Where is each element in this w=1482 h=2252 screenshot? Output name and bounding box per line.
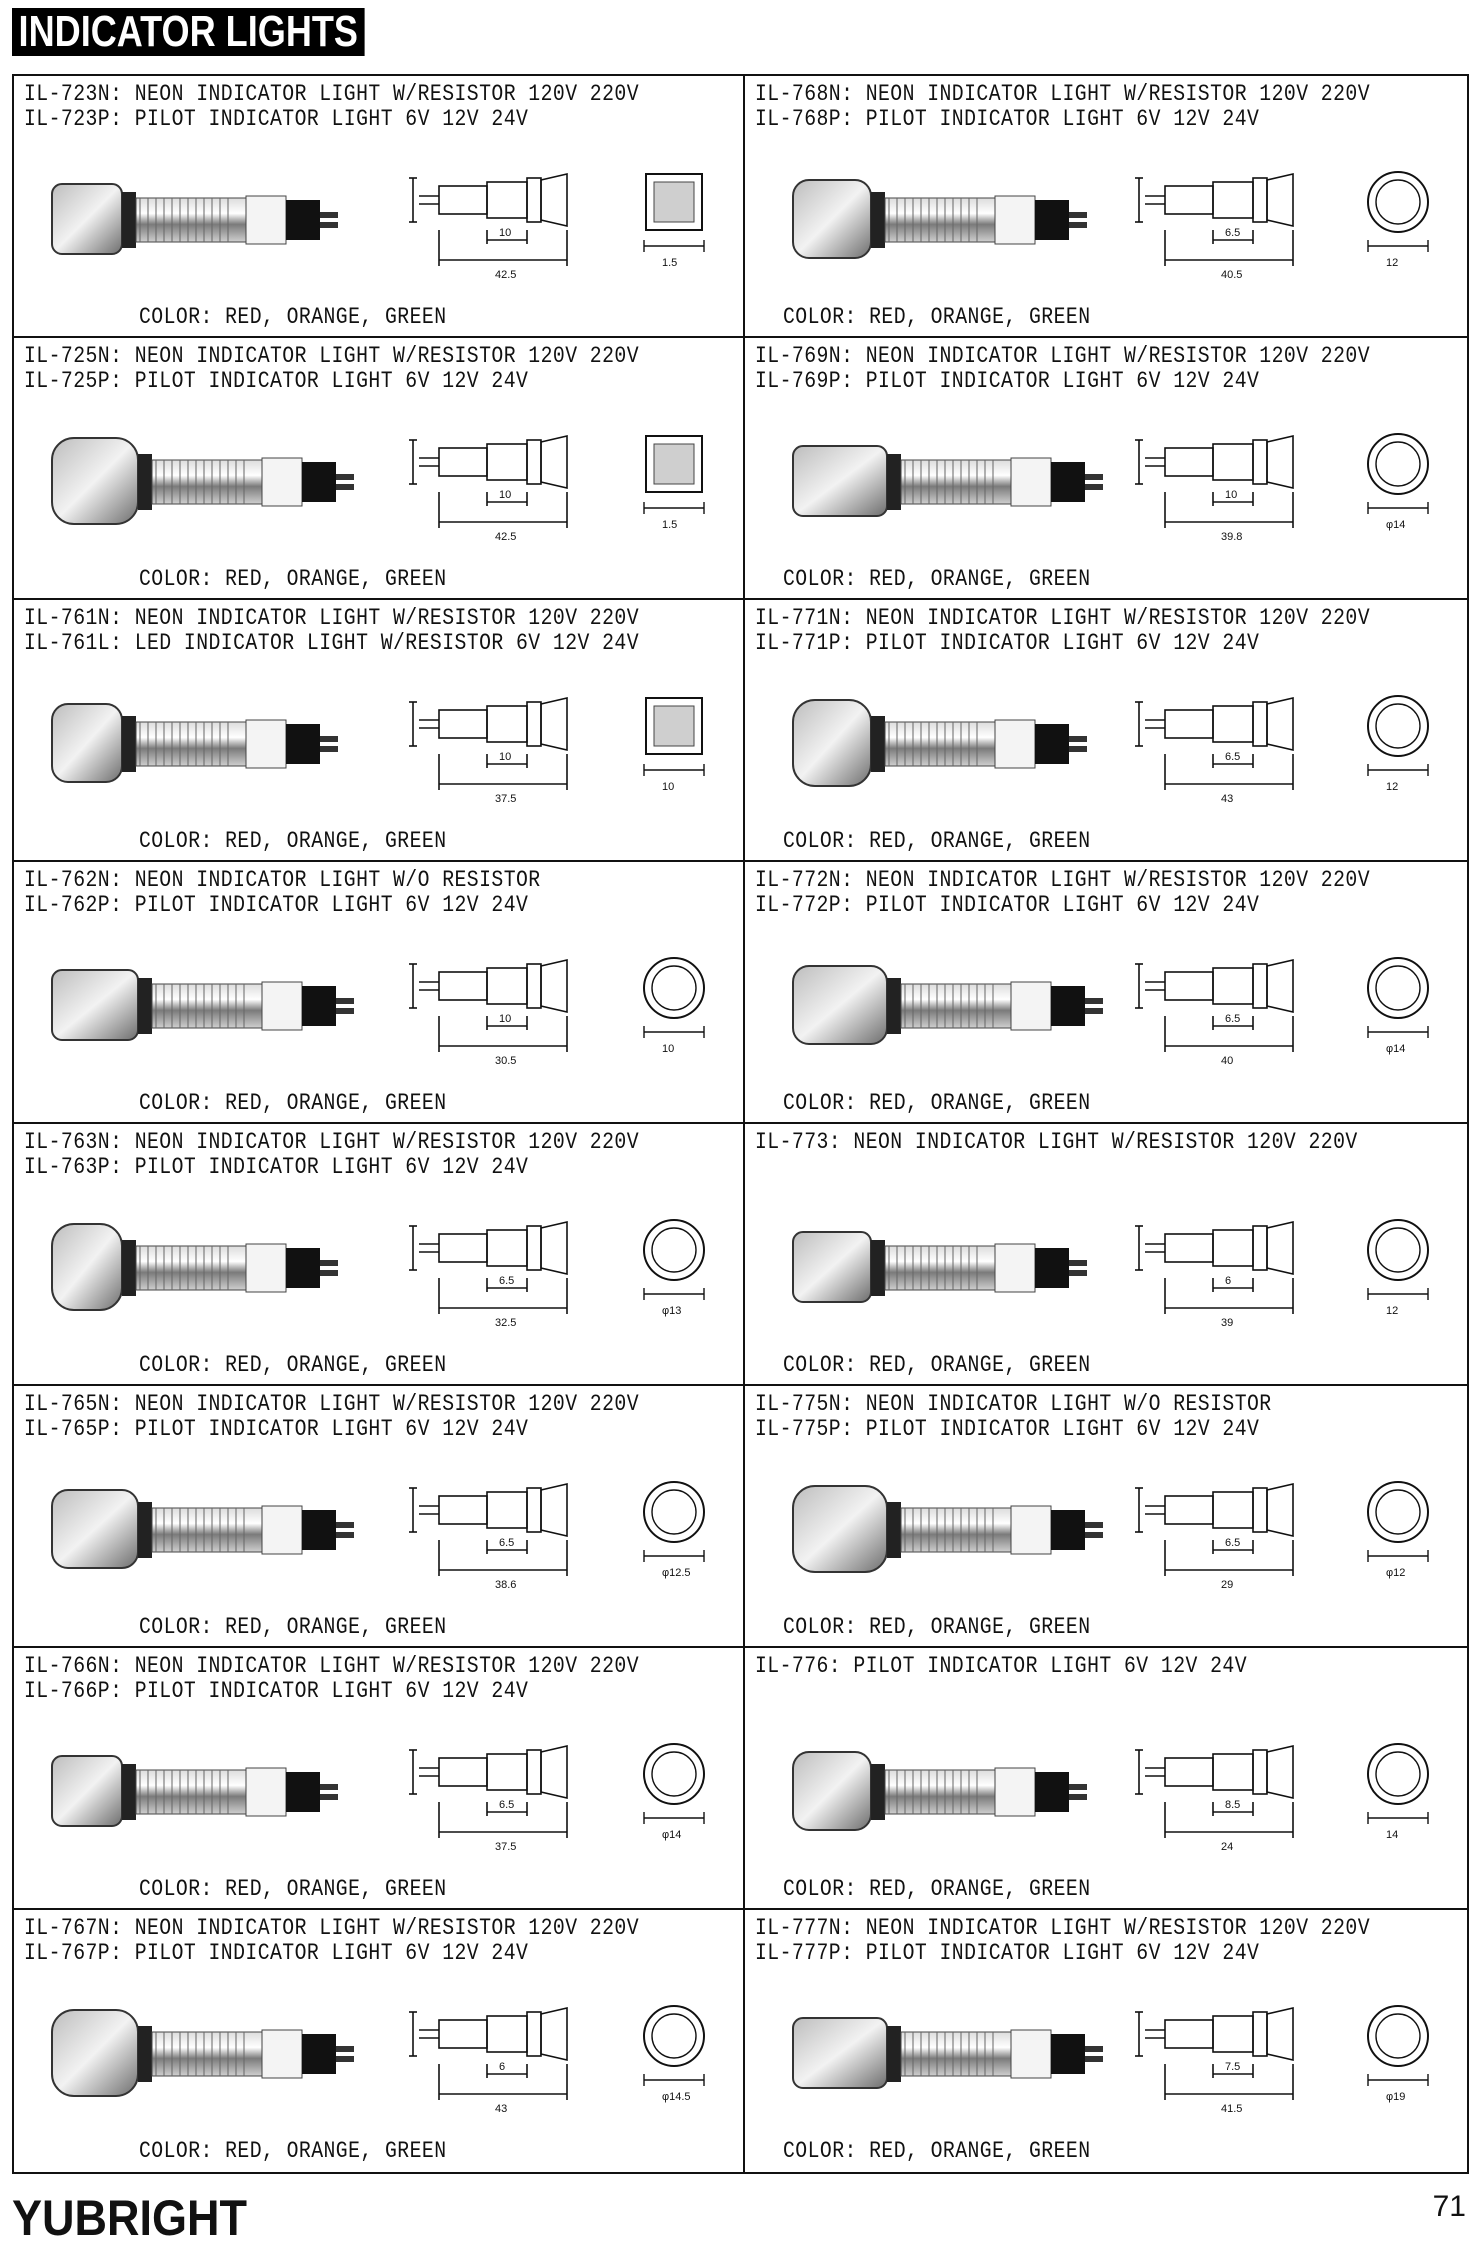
- end-view-drawing: [626, 1988, 726, 2108]
- side-dimension-wrapper: [1125, 138, 1335, 288]
- svg-text:1.5: 1.5: [662, 519, 678, 531]
- side-dimension-wrapper: [1125, 1186, 1335, 1336]
- end-view-drawing: [626, 678, 726, 798]
- color-options: COLOR: RED, ORANGE, GREEN: [139, 1876, 447, 1902]
- product-cell: [745, 862, 1467, 1124]
- end-view-wrapper: [626, 154, 726, 274]
- product-photo-wrapper: [785, 1202, 1105, 1332]
- model-line-1: IL-775N: NEON INDICATOR LIGHT W/O RESISTOR: [755, 1391, 1272, 1417]
- svg-text:14: 14: [1386, 1829, 1399, 1841]
- end-view-drawing: [626, 416, 726, 536]
- product-cell: [745, 1910, 1467, 2172]
- end-view-wrapper: [626, 940, 726, 1060]
- dimension-drawing: [399, 1710, 609, 1860]
- model-line-2: IL-761L: LED INDICATOR LIGHT W/RESISTOR 6V 12V 24V: [24, 630, 640, 656]
- end-view-wrapper: [626, 1726, 726, 1846]
- model-line-1: IL-777N: NEON INDICATOR LIGHT W/RESISTOR 120V 220V: [755, 1915, 1371, 1941]
- svg-text:φ12: φ12: [1386, 1567, 1406, 1579]
- side-dimension-wrapper: [1125, 1710, 1335, 1860]
- svg-text:φ14: φ14: [1386, 519, 1406, 531]
- end-view-drawing: [1350, 1464, 1450, 1584]
- product-photo-wrapper: [44, 154, 364, 284]
- dimension-drawing: [1125, 1448, 1335, 1598]
- product-photo: [785, 1202, 1105, 1332]
- model-line-2: IL-723P: PILOT INDICATOR LIGHT 6V 12V 24V: [24, 106, 529, 132]
- model-line-2: IL-763P: PILOT INDICATOR LIGHT 6V 12V 24V: [24, 1154, 529, 1180]
- end-view-drawing: [1350, 154, 1450, 274]
- model-line-2: IL-765P: PILOT INDICATOR LIGHT 6V 12V 24V: [24, 1416, 529, 1442]
- model-line-1: IL-725N: NEON INDICATOR LIGHT W/RESISTOR 120V 220V: [24, 343, 640, 369]
- model-line-1: IL-769N: NEON INDICATOR LIGHT W/RESISTOR 120V 220V: [755, 343, 1371, 369]
- svg-text:39.8: 39.8: [1221, 531, 1243, 543]
- side-dimension-wrapper: [399, 924, 609, 1074]
- product-photo: [44, 678, 364, 808]
- model-line-1: IL-767N: NEON INDICATOR LIGHT W/RESISTOR 120V 220V: [24, 1915, 640, 1941]
- svg-text:41.5: 41.5: [1221, 2103, 1243, 2115]
- svg-text:φ19: φ19: [1386, 2091, 1406, 2103]
- product-photo: [785, 1464, 1105, 1594]
- product-photo: [44, 154, 364, 284]
- end-view-drawing: [1350, 1726, 1450, 1846]
- end-view-drawing: [1350, 416, 1450, 536]
- svg-text:43: 43: [495, 2103, 508, 2115]
- product-photo-wrapper: [44, 1202, 364, 1332]
- model-line-2: IL-772P: PILOT INDICATOR LIGHT 6V 12V 24V: [755, 892, 1260, 918]
- dimension-drawing: [1125, 400, 1335, 550]
- svg-text:10: 10: [1225, 489, 1238, 501]
- side-dimension-wrapper: [399, 1710, 609, 1860]
- svg-text:φ12.5: φ12.5: [662, 1567, 691, 1579]
- svg-text:7.5: 7.5: [1225, 2061, 1241, 2073]
- svg-text:37.5: 37.5: [495, 1841, 517, 1853]
- product-photo: [785, 416, 1105, 546]
- end-view-wrapper: [626, 416, 726, 536]
- model-line-1: IL-766N: NEON INDICATOR LIGHT W/RESISTOR 120V 220V: [24, 1653, 640, 1679]
- end-view-wrapper: [1350, 1464, 1450, 1584]
- svg-text:32.5: 32.5: [495, 1317, 517, 1329]
- product-cell: [14, 862, 745, 1124]
- side-dimension-wrapper: [1125, 1448, 1335, 1598]
- svg-text:10: 10: [662, 1043, 675, 1055]
- product-photo-wrapper: [785, 1726, 1105, 1856]
- page-number: 71: [1432, 2190, 1466, 2223]
- svg-text:10: 10: [499, 227, 512, 239]
- svg-text:6.5: 6.5: [499, 1799, 515, 1811]
- svg-text:10: 10: [662, 781, 675, 793]
- model-line-1: IL-776: PILOT INDICATOR LIGHT 6V 12V 24V: [755, 1653, 1248, 1679]
- color-options: COLOR: RED, ORANGE, GREEN: [139, 1614, 447, 1640]
- color-options: COLOR: RED, ORANGE, GREEN: [783, 1090, 1091, 1116]
- svg-text:30.5: 30.5: [495, 1055, 517, 1067]
- product-photo-wrapper: [44, 1988, 364, 2118]
- side-dimension-wrapper: [1125, 400, 1335, 550]
- product-cell: [14, 1648, 745, 1910]
- color-options: COLOR: RED, ORANGE, GREEN: [783, 1352, 1091, 1378]
- side-dimension-wrapper: [399, 400, 609, 550]
- end-view-drawing: [626, 154, 726, 274]
- product-photo: [785, 1988, 1105, 2118]
- color-options: COLOR: RED, ORANGE, GREEN: [783, 1876, 1091, 1902]
- end-view-wrapper: [1350, 940, 1450, 1060]
- product-cell: [14, 76, 745, 338]
- model-line-1: IL-761N: NEON INDICATOR LIGHT W/RESISTOR 120V 220V: [24, 605, 640, 631]
- product-photo: [44, 940, 364, 1070]
- svg-text:φ14: φ14: [1386, 1043, 1406, 1055]
- model-line-2: IL-771P: PILOT INDICATOR LIGHT 6V 12V 24V: [755, 630, 1260, 656]
- color-options: COLOR: RED, ORANGE, GREEN: [783, 566, 1091, 592]
- color-options: COLOR: RED, ORANGE, GREEN: [783, 304, 1091, 330]
- svg-text:10: 10: [499, 489, 512, 501]
- side-dimension-wrapper: [399, 662, 609, 812]
- svg-text:6.5: 6.5: [1225, 751, 1241, 763]
- svg-text:φ14: φ14: [662, 1829, 682, 1841]
- model-line-1: IL-772N: NEON INDICATOR LIGHT W/RESISTOR 120V 220V: [755, 867, 1371, 893]
- product-photo-wrapper: [44, 416, 364, 546]
- svg-text:40: 40: [1221, 1055, 1234, 1067]
- model-line-2: IL-725P: PILOT INDICATOR LIGHT 6V 12V 24V: [24, 368, 529, 394]
- product-photo: [785, 1726, 1105, 1856]
- end-view-drawing: [1350, 940, 1450, 1060]
- brand-logo: YUBRIGHT: [12, 2190, 247, 2246]
- model-line-1: IL-762N: NEON INDICATOR LIGHT W/O RESISTOR: [24, 867, 541, 893]
- product-photo-wrapper: [785, 1988, 1105, 2118]
- color-options: COLOR: RED, ORANGE, GREEN: [783, 2138, 1091, 2164]
- dimension-drawing: [399, 1972, 609, 2122]
- dimension-drawing: [399, 400, 609, 550]
- svg-text:6.5: 6.5: [1225, 1013, 1241, 1025]
- color-options: COLOR: RED, ORANGE, GREEN: [139, 566, 447, 592]
- side-dimension-wrapper: [399, 1972, 609, 2122]
- product-cell: [745, 76, 1467, 338]
- end-view-drawing: [1350, 1202, 1450, 1322]
- product-cell: [14, 600, 745, 862]
- end-view-wrapper: [626, 1202, 726, 1322]
- dimension-drawing: [1125, 1972, 1335, 2122]
- product-photo-wrapper: [44, 1464, 364, 1594]
- product-photo-wrapper: [785, 940, 1105, 1070]
- product-cell: [14, 338, 745, 600]
- color-options: COLOR: RED, ORANGE, GREEN: [139, 1090, 447, 1116]
- product-cell: [14, 1386, 745, 1648]
- product-cell: [745, 338, 1467, 600]
- svg-text:12: 12: [1386, 257, 1399, 269]
- product-cell: [745, 1648, 1467, 1910]
- side-dimension-wrapper: [1125, 924, 1335, 1074]
- end-view-wrapper: [1350, 416, 1450, 536]
- dimension-drawing: [1125, 1710, 1335, 1860]
- model-line-2: IL-777P: PILOT INDICATOR LIGHT 6V 12V 24V: [755, 1940, 1260, 1966]
- model-line-2: IL-775P: PILOT INDICATOR LIGHT 6V 12V 24V: [755, 1416, 1260, 1442]
- svg-text:24: 24: [1221, 1841, 1234, 1853]
- product-photo-wrapper: [785, 416, 1105, 546]
- svg-text:29: 29: [1221, 1579, 1234, 1591]
- side-dimension-wrapper: [1125, 1972, 1335, 2122]
- end-view-drawing: [626, 940, 726, 1060]
- dimension-drawing: [1125, 662, 1335, 812]
- end-view-drawing: [1350, 678, 1450, 798]
- model-line-1: IL-768N: NEON INDICATOR LIGHT W/RESISTOR 120V 220V: [755, 81, 1371, 107]
- svg-text:43: 43: [1221, 793, 1234, 805]
- model-line-1: IL-763N: NEON INDICATOR LIGHT W/RESISTOR 120V 220V: [24, 1129, 640, 1155]
- model-line-1: IL-723N: NEON INDICATOR LIGHT W/RESISTOR 120V 220V: [24, 81, 640, 107]
- page-title: INDICATOR LIGHTS: [12, 8, 365, 56]
- model-line-2: IL-769P: PILOT INDICATOR LIGHT 6V 12V 24V: [755, 368, 1260, 394]
- svg-text:8.5: 8.5: [1225, 1799, 1241, 1811]
- dimension-drawing: [1125, 924, 1335, 1074]
- model-line-2: IL-768P: PILOT INDICATOR LIGHT 6V 12V 24V: [755, 106, 1260, 132]
- dimension-drawing: [399, 662, 609, 812]
- side-dimension-wrapper: [399, 1448, 609, 1598]
- product-photo: [44, 1464, 364, 1594]
- product-photo-wrapper: [44, 940, 364, 1070]
- model-line-1: IL-765N: NEON INDICATOR LIGHT W/RESISTOR 120V 220V: [24, 1391, 640, 1417]
- product-photo-wrapper: [785, 1464, 1105, 1594]
- svg-text:39: 39: [1221, 1317, 1234, 1329]
- svg-text:φ14.5: φ14.5: [662, 2091, 691, 2103]
- end-view-drawing: [626, 1726, 726, 1846]
- end-view-wrapper: [1350, 1202, 1450, 1322]
- end-view-wrapper: [626, 1988, 726, 2108]
- product-cell: [14, 1124, 745, 1386]
- svg-text:12: 12: [1386, 781, 1399, 793]
- dimension-drawing: [399, 924, 609, 1074]
- end-view-wrapper: [626, 1464, 726, 1584]
- product-cell: [745, 1386, 1467, 1648]
- end-view-wrapper: [1350, 678, 1450, 798]
- product-cell: [745, 600, 1467, 862]
- product-photo: [44, 1726, 364, 1856]
- product-photo-wrapper: [44, 1726, 364, 1856]
- svg-text:1.5: 1.5: [662, 257, 678, 269]
- end-view-drawing: [626, 1202, 726, 1322]
- model-line-1: IL-773: NEON INDICATOR LIGHT W/RESISTOR 120V 220V: [755, 1129, 1358, 1155]
- dimension-drawing: [399, 1448, 609, 1598]
- model-line-2: IL-766P: PILOT INDICATOR LIGHT 6V 12V 24V: [24, 1678, 529, 1704]
- svg-text:38.6: 38.6: [495, 1579, 517, 1591]
- product-photo: [785, 678, 1105, 808]
- model-line-1: IL-771N: NEON INDICATOR LIGHT W/RESISTOR 120V 220V: [755, 605, 1371, 631]
- end-view-drawing: [626, 1464, 726, 1584]
- svg-text:6.5: 6.5: [499, 1275, 515, 1287]
- svg-text:6: 6: [1225, 1275, 1232, 1287]
- product-cell: [745, 1124, 1467, 1386]
- svg-text:6: 6: [499, 2061, 506, 2073]
- svg-text:40.5: 40.5: [1221, 269, 1243, 281]
- product-photo: [44, 416, 364, 546]
- dimension-drawing: [399, 138, 609, 288]
- side-dimension-wrapper: [399, 138, 609, 288]
- dimension-drawing: [1125, 138, 1335, 288]
- end-view-wrapper: [1350, 1726, 1450, 1846]
- side-dimension-wrapper: [399, 1186, 609, 1336]
- dimension-drawing: [1125, 1186, 1335, 1336]
- svg-text:φ13: φ13: [662, 1305, 682, 1317]
- svg-text:6.5: 6.5: [1225, 227, 1241, 239]
- svg-text:42.5: 42.5: [495, 269, 517, 281]
- svg-text:42.5: 42.5: [495, 531, 517, 543]
- product-photo: [785, 154, 1105, 284]
- model-line-2: IL-762P: PILOT INDICATOR LIGHT 6V 12V 24V: [24, 892, 529, 918]
- end-view-drawing: [1350, 1988, 1450, 2108]
- product-photo-wrapper: [785, 154, 1105, 284]
- svg-text:12: 12: [1386, 1305, 1399, 1317]
- product-photo-wrapper: [44, 678, 364, 808]
- dimension-drawing: [399, 1186, 609, 1336]
- product-photo: [44, 1202, 364, 1332]
- end-view-wrapper: [1350, 154, 1450, 274]
- model-line-2: IL-767P: PILOT INDICATOR LIGHT 6V 12V 24V: [24, 1940, 529, 1966]
- end-view-wrapper: [1350, 1988, 1450, 2108]
- color-options: COLOR: RED, ORANGE, GREEN: [139, 304, 447, 330]
- svg-text:10: 10: [499, 1013, 512, 1025]
- end-view-wrapper: [626, 678, 726, 798]
- color-options: COLOR: RED, ORANGE, GREEN: [139, 2138, 447, 2164]
- svg-text:6.5: 6.5: [499, 1537, 515, 1549]
- color-options: COLOR: RED, ORANGE, GREEN: [783, 1614, 1091, 1640]
- product-grid: [12, 74, 1469, 2174]
- svg-text:6.5: 6.5: [1225, 1537, 1241, 1549]
- svg-text:10: 10: [499, 751, 512, 763]
- color-options: COLOR: RED, ORANGE, GREEN: [139, 1352, 447, 1378]
- color-options: COLOR: RED, ORANGE, GREEN: [139, 828, 447, 854]
- color-options: COLOR: RED, ORANGE, GREEN: [783, 828, 1091, 854]
- product-photo: [44, 1988, 364, 2118]
- svg-text:37.5: 37.5: [495, 793, 517, 805]
- product-photo-wrapper: [785, 678, 1105, 808]
- product-cell: [14, 1910, 745, 2172]
- product-photo: [785, 940, 1105, 1070]
- side-dimension-wrapper: [1125, 662, 1335, 812]
